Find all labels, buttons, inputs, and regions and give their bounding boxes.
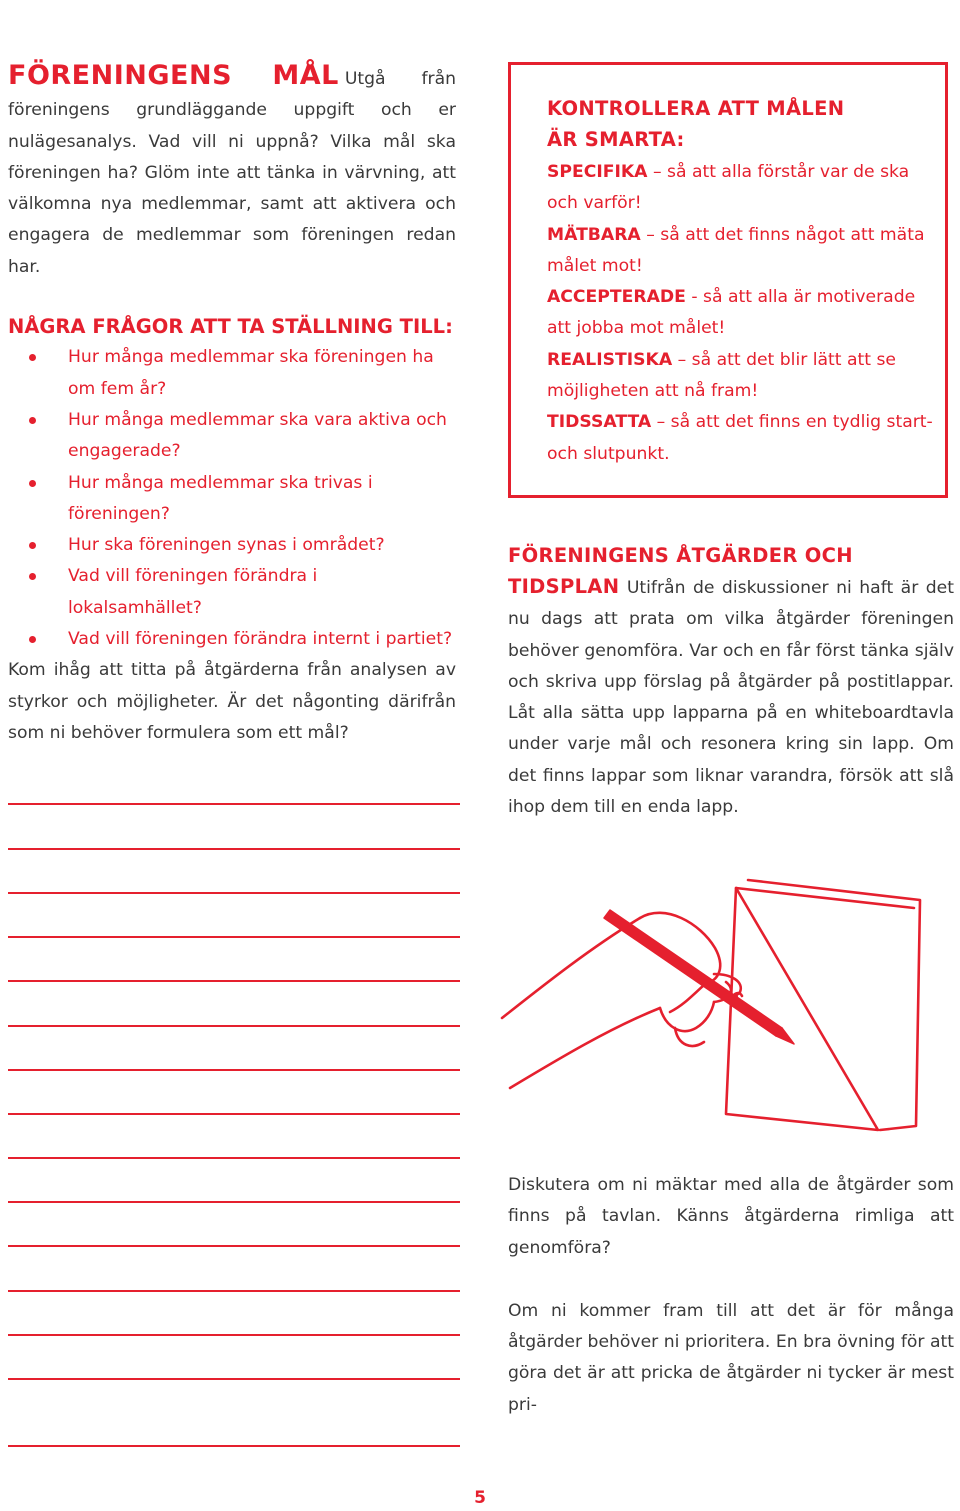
smart-item: ACCEPTERADE - så att alla är motiverade att jobba mot målet! [547,287,916,339]
smart-item: MÄTBARA – så att det finns något att mäta målet mot! [547,224,925,276]
writing-line[interactable] [8,1113,460,1115]
actions-heading: FÖRENINGENS ÅTGÄRDER OCH [508,544,853,567]
actions-heading-2: TIDSPLAN [508,575,620,598]
bullet-icon [29,417,36,424]
writing-line[interactable] [8,1157,460,1159]
writing-line[interactable] [8,848,460,850]
bullet-icon [29,636,36,643]
intro-text: Utgå från föreningens grundläggande uppgift och er nulägesanalys. Vad vill ni uppnå? Vilka mål ska föreningen ha? Glöm inte att tänka in värvning, att välkomna nya medlemmar, samt att aktivera och engagera de medlemmar som föreningen redan har. [8,69,456,277]
bullet-icon [29,354,36,361]
bullet-icon [29,480,36,487]
writing-line[interactable] [8,936,460,938]
list-item: Hur ska föreningen synas i området? [8,530,456,561]
intro-paragraph [8,60,456,283]
goals-heading: FÖRENINGENS MÅL [8,60,339,91]
writing-line[interactable] [8,1069,460,1071]
list-item: Hur många medlemmar ska föreningen ha om fem år? [8,342,456,405]
discuss-paragraph-2: Om ni kommer fram till att det är för många åtgärder behöver ni prioritera. En bra övning för att göra det är att pricka de åtgärder ni tycker är mest pri- [508,1300,954,1415]
writing-line[interactable] [8,1445,460,1447]
bullet-icon [29,573,36,580]
list-item: Hur många medlemmar ska vara aktiva och engagerade? [8,405,456,468]
questions-heading: NÅGRA FRÅGOR ATT TA STÄLLNING TILL: [8,315,453,339]
questions-list [8,342,456,655]
actions-text: Utifrån de diskussioner ni haft är det nu dags att prata om vilka åtgärder föreningen behöver genomföra. Var och en får först tänka själv och skriva upp förslag på åtgärder på postitlappar. Låt alla sätta upp lapparna på en whiteboardtavla under varje mål och resonera kring sin lapp. Om det finns lappar som liknar varandra, försök att slå ihop dem till en enda lapp. [508,578,954,818]
discuss-section [508,1170,954,1421]
writing-line[interactable] [8,803,460,805]
writing-line[interactable] [8,1245,460,1247]
questions-after-text: Kom ihåg att titta på åtgärderna från analysen av styrkor och möjligheter. Är det någonting därifrån som ni behöver formulera som ett mål? [8,660,456,743]
list-item: Vad vill föreningen förändra internt i partiet? [8,624,456,655]
list-item: Hur många medlemmar ska trivas i föreningen? [8,468,456,531]
smart-item: TIDSSATTA – så att det finns en tydlig start- och slutpunkt. [547,412,933,464]
smart-heading: KONTROLLERA ATT MÅLEN ÄR SMARTA: [547,97,845,151]
discuss-paragraph-1: Diskutera om ni mäktar med alla de åtgärder som finns på tavlan. Känns åtgärderna rimliga att genomföra? [508,1175,954,1258]
smart-item: REALISTISKA – så att det blir lätt att se möjligheten att nå fram! [547,349,896,402]
actions-section [508,540,954,823]
writing-line[interactable] [8,1201,460,1203]
page-number: 5 [474,1488,486,1508]
hand-writing-illustration [500,878,940,1132]
writing-line[interactable] [8,1025,460,1027]
left-column [8,60,456,749]
writing-line[interactable] [8,980,460,982]
writing-line[interactable] [8,1290,460,1292]
actions-paragraph [508,571,954,823]
writing-line[interactable] [8,892,460,894]
writing-line[interactable] [8,1378,460,1380]
writing-line[interactable] [8,1334,460,1336]
list-item: Vad vill föreningen förändra i lokalsamhället? [8,561,456,624]
smart-item: SPECIFIKA – så att alla förstår var de ska och varför! [547,162,910,214]
smart-box [508,62,948,498]
bullet-icon [29,542,36,549]
